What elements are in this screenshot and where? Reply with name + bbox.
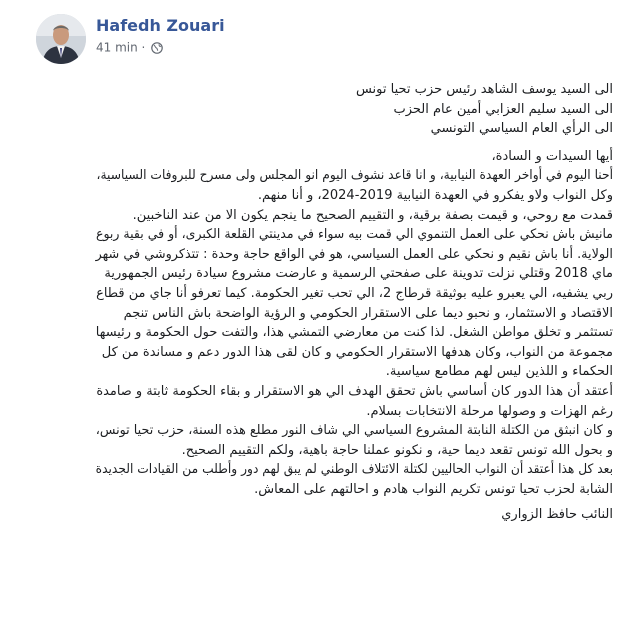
- address-line: الى السيد سليم العزابي أمين عام الحزب: [393, 101, 613, 117]
- body-line: وكل النواب ولاو يفكرو في العهدة النيابية 2019-2024، و أنا منهم.: [257, 187, 613, 203]
- post-body: [96, 80, 613, 525]
- body-line: مجموعة من النواب، وكان هدفها الاستقرار الحكومي و كان لقى هذا الدور دعم و مساندة من كل: [101, 344, 613, 360]
- meta-separator: ·: [141, 40, 146, 55]
- address-line: الى السيد يوسف الشاهد رئيس حزب تحيا تونس: [355, 82, 613, 97]
- greeting-line: أيها السيدات و السادة،: [491, 148, 613, 164]
- body-line: و كان انبثق من الكتلة النابتة المشروع السياسي الي شاف النور مطلع هذه السنة، حزب تحيا تونس،: [95, 423, 613, 439]
- body-line: الشابة لحزب تحيا تونس تكريم النواب هادم و احالتهم على المعاش.: [254, 481, 613, 497]
- avatar[interactable]: [36, 14, 86, 64]
- address-line: الى الرأي العام السياسي التونسي: [430, 121, 613, 137]
- body-line: مانيش باش نحكي على العمل التنموي الي قمت بيه سواء في مدينتي القلعة الكبرى، أو في بقية ربوع: [95, 227, 614, 243]
- body-line: الحكماء و اللذين ليس لهم مطامع سياسية.: [385, 364, 613, 380]
- body-line: الاقتصاد و الاستثمار، و نحبو ديما على الاستقرار الحكومي و الرؤية الواضحة باش الناس تنجم: [123, 305, 613, 321]
- post-meta: [96, 40, 163, 55]
- signature-line: النائب حافظ الزواري: [501, 507, 613, 523]
- body-line: بعد كل هذا أعتقد أن النواب الحاليين لكتلة الائتلاف الوطني لم يبق لهم دور وأطلب من القيادات الجديدة: [95, 462, 613, 478]
- body-line: الولاية. أنا باش نقيم و نحكي على العمل السياسي، هو في الواقع حاجة وحدة : تتذكروشي في شهر: [95, 246, 613, 262]
- avatar-photo-icon: [36, 14, 86, 64]
- globe-icon: [151, 42, 163, 54]
- body-line: أعتقد أن هذا الدور كان أساسي باش تحقق الهدف الي هو الاستقرار و بقاء الحكومة ثابتة و صامدة: [96, 383, 613, 399]
- body-line: ربي يشفيه، الي يعبرو عليه بوثيقة قرطاج 2، الي تحب تغير الحكومة. كيما تعرفو أنا جاي من قطاع: [96, 285, 613, 301]
- post-time[interactable]: 41 min: [96, 40, 138, 55]
- body-line: تستثمر و تخلق مواطن الشغل. لذا كنت من معارضي التمشي هذا، والتفت حول الحكومة و رئيسها: [95, 325, 614, 341]
- body-line: و بحول الله تونس تقعد ديما حية، و نكونو عملنا حاجة باهية، ولكم التقييم الصحيح.: [181, 442, 613, 458]
- author-name[interactable]: Hafedh Zouari: [96, 16, 225, 35]
- body-line: قمدت مع روحي، و قيمت بصفة برقية، و التقييم الصحيح ما ينجم يكون الا من عند الناخبين.: [132, 207, 613, 223]
- body-line: ماي 2018 وقتلي نزلت تدوينة على صفحتي الرسمية و عارضت مشروع سيادة رئيس الجمهورية: [104, 266, 613, 282]
- body-line: أحنا اليوم في أواخر العهدة النيابية، و انا قاعد نشوف اليوم انو المجلس ولى مسرح للبروفات السياسية،: [96, 168, 613, 184]
- body-line: رغم الهزات و وصولها مرحلة الانتخابات بسلام.: [366, 403, 613, 419]
